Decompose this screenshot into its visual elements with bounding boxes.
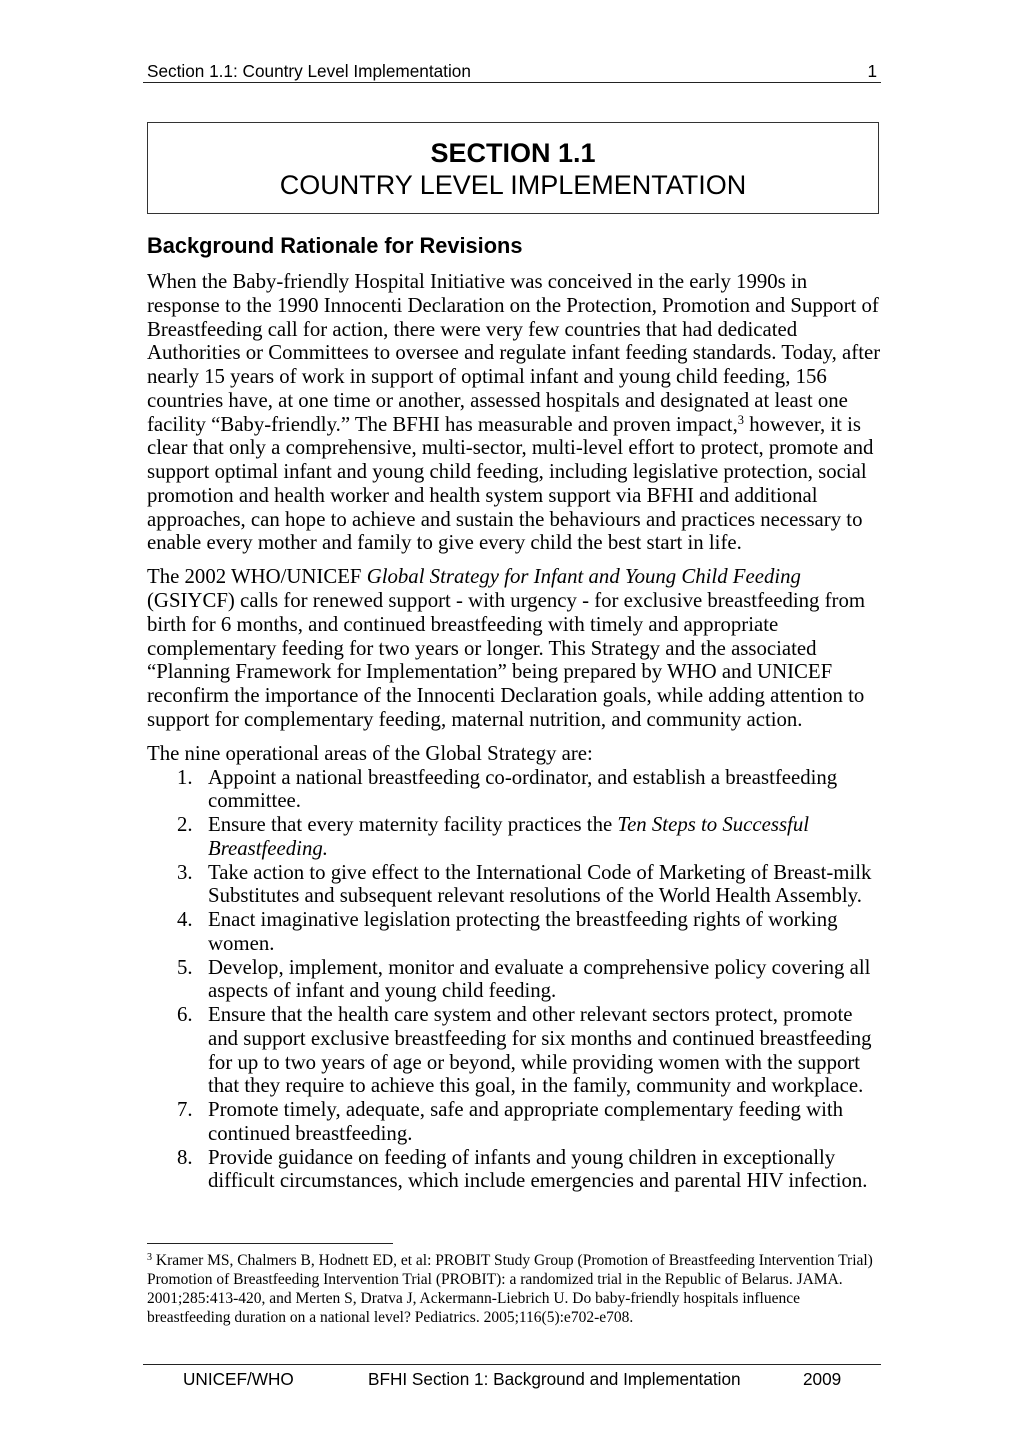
list-item-number: 6.: [177, 1003, 193, 1027]
list-item-line: Provide guidance on feeding of infants and young children in exceptionally: [208, 1145, 836, 1169]
paragraph-line: support optimal infant and young child feeding, including legislative protection, social: [147, 460, 867, 483]
list-item-number: 5.: [177, 955, 193, 979]
text-run: The 2002 WHO/UNICEF: [147, 565, 367, 589]
body-text: [147, 270, 907, 1193]
list-item-line: Develop, implement, monitor and evaluate a comprehensive policy covering all: [208, 955, 871, 979]
list-item: [147, 908, 907, 956]
paragraph-line: nearly 15 years of work in support of optimal infant and young child feeding, 156: [147, 365, 827, 388]
list-item-text: [208, 1146, 907, 1194]
list-item-line: [208, 813, 907, 837]
paragraph-line: clear that only a comprehensive, multi-sector, multi-level effort to protect, promote and: [147, 436, 874, 460]
list-item-number: 2.: [177, 813, 193, 837]
paragraph-line: response to the 1990 Innocenti Declaration on the Protection, Promotion and Support of: [147, 293, 879, 317]
footnote: [147, 1251, 927, 1327]
list-item: [147, 1146, 907, 1194]
list-item: [147, 1098, 907, 1146]
operational-areas-list: [147, 766, 907, 1194]
footnote-reference: 3: [147, 1251, 153, 1263]
list-item-line: continued breastfeeding.: [208, 1121, 413, 1145]
footnote-separator: [147, 1243, 393, 1244]
footer-organization: UNICEF/WHO: [183, 1369, 294, 1389]
paragraph-line: [147, 413, 907, 437]
section-title-box: [147, 122, 879, 214]
paragraph-line: complementary feeding for two years or longer. This Strategy and the associated: [147, 636, 817, 660]
list-item-number: 3.: [177, 860, 193, 884]
list-item-line: that they require to achieve this goal, in the family, community and workplace.: [208, 1074, 864, 1098]
footer-year: 2009: [803, 1369, 842, 1389]
footnote-line: Promotion of Breastfeeding Intervention Trial (PROBIT): a randomized trial in the Republic of Belarus. JAMA.: [147, 1271, 843, 1288]
list-item-number: 8.: [177, 1145, 193, 1169]
paragraphs: [147, 270, 907, 766]
footnote-line: breastfeeding duration on a national level? Pediatrics. 2005;116(5):e702-e708.: [147, 1309, 634, 1326]
paragraph-line: The nine operational areas of the Global Strategy are:: [147, 741, 593, 765]
section-number: SECTION 1.1: [430, 138, 596, 168]
list-item-line: committee.: [208, 789, 301, 813]
list-item-text: [208, 956, 907, 1004]
paragraph-line: reconfirm the importance of the Innocenti Declaration goals, while adding attention to: [147, 684, 865, 708]
list-item-line: women.: [208, 931, 275, 955]
body-paragraph: [147, 565, 907, 731]
running-header: Section 1.1: Country Level Implementation: [147, 61, 471, 81]
paragraph-line: [147, 565, 907, 589]
list-item-text: [208, 1003, 907, 1098]
paragraph-line: Breastfeeding call for action, there were very few countries that had dedicated: [147, 317, 798, 341]
paragraph-line: When the Baby-friendly Hospital Initiative was conceived in the early 1990s in: [147, 270, 808, 293]
italic-text: Breastfeeding.: [208, 836, 328, 860]
footnote-line: [147, 1251, 927, 1270]
list-item-line: Take action to give effect to the International Code of Marketing of Breast-milk: [208, 860, 872, 884]
paragraph-line: enable every mother and family to give every child the best start in life.: [147, 531, 742, 555]
list-item-line: and support exclusive breastfeeding for six months and continued breastfeeding: [208, 1026, 872, 1050]
text-run: Ensure that every maternity facility practices the: [208, 813, 618, 837]
section-title: COUNTRY LEVEL IMPLEMENTATION: [279, 170, 747, 200]
list-item-line: Enact imaginative legislation protecting the breastfeeding rights of working: [208, 908, 838, 932]
list-item-text: [208, 766, 907, 814]
body-paragraph: [147, 742, 907, 766]
list-item: [147, 766, 907, 814]
list-item-line: Appoint a national breastfeeding co-ordinator, and establish a breastfeeding: [208, 765, 838, 789]
paragraph-line: promotion and health worker and health system support via BFHI and additional: [147, 483, 818, 507]
body-paragraph: [147, 270, 907, 555]
list-item-text: [208, 1098, 907, 1146]
paragraph-line: approaches, can hope to achieve and sustain the behaviours and practices necessary to: [147, 507, 863, 531]
list-item-line: Substitutes and subsequent relevant resolutions of the World Health Assembly.: [208, 884, 862, 908]
footer-document-title: BFHI Section 1: Background and Implementation: [368, 1369, 741, 1389]
italic-text: Ten Steps to Successful: [617, 813, 810, 837]
list-item: [147, 1003, 907, 1098]
footer-rule: [143, 1364, 881, 1365]
paragraph-line: (GSIYCF) calls for renewed support - with urgency - for exclusive breastfeeding from: [147, 589, 866, 613]
page-number: 1: [867, 61, 877, 81]
list-item-number: 7.: [177, 1098, 193, 1122]
list-item: [147, 813, 907, 861]
paragraph-line: birth for 6 months, and continued breastfeeding with timely and appropriate: [147, 612, 779, 636]
paragraph-line: support for complementary feeding, maternal nutrition, and community action.: [147, 707, 803, 731]
header-rule: [143, 82, 881, 83]
list-item-number: 1.: [177, 765, 193, 789]
section-heading: Background Rationale for Revisions: [147, 233, 523, 258]
list-item-number: 4.: [177, 908, 193, 932]
list-item: [147, 956, 907, 1004]
list-item-text: [208, 861, 907, 909]
list-item-text: [208, 813, 907, 861]
list-item-line: aspects of infant and young child feeding.: [208, 979, 557, 1003]
text-run: facility “Baby-friendly.” The BFHI has measurable and proven impact,: [147, 412, 738, 436]
italic-text: Global Strategy for Infant and Young Child Feeding: [366, 565, 801, 589]
list-item-line: difficult circumstances, which include emergencies and parental HIV infection.: [208, 1169, 868, 1193]
list-item-text: [208, 908, 907, 956]
paragraph-line: “Planning Framework for Implementation” being prepared by WHO and UNICEF: [147, 660, 833, 684]
footnote-reference: 3: [737, 412, 745, 427]
list-item-line: Ensure that the health care system and other relevant sectors protect, promote: [208, 1003, 853, 1027]
text-run: however, it is: [744, 412, 862, 436]
paragraph-line: countries have, at one time or another, assessed hospitals and designated at least one: [147, 388, 848, 412]
list-item-line: for up to two years of age or beyond, while providing women with the support: [208, 1050, 861, 1074]
text-run: Kramer MS, Chalmers B, Hodnett ED, et al: PROBIT Study Group (Promotion of Breastfeeding Intervention Trial): [152, 1252, 873, 1269]
paragraph-line: Authorities or Committees to oversee and regulate infant feeding standards. Today, after: [147, 341, 881, 365]
list-item-line: [208, 837, 907, 861]
footnote-line: 2001;285:413-420, and Merten S, Dratva J, Ackermann-Liebrich U. Do baby-friendly hospitals influence: [147, 1290, 800, 1307]
list-item-line: Promote timely, adequate, safe and appropriate complementary feeding with: [208, 1098, 844, 1122]
list-item: [147, 861, 907, 909]
